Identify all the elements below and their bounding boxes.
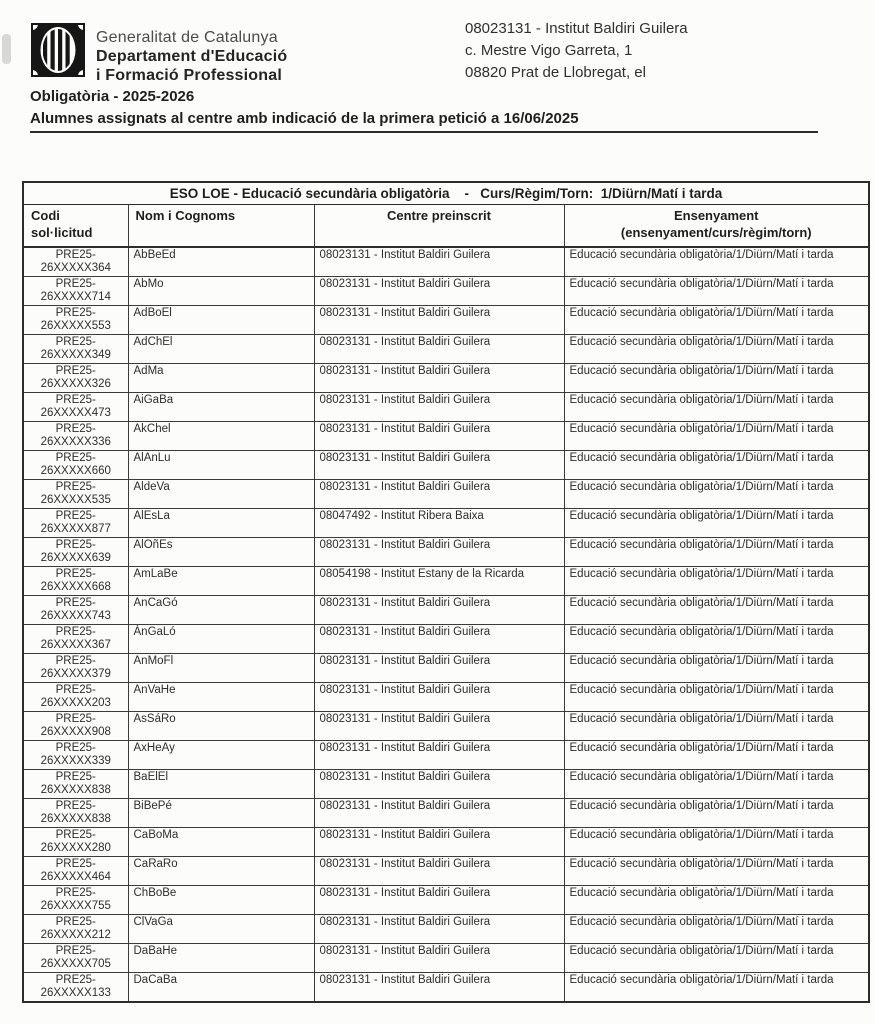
table-row	[23, 480, 869, 509]
cell-nom-i-cognoms: AxHeAy	[128, 741, 314, 770]
assignments-table	[22, 181, 870, 1003]
cell-codi-sollicitud: PRE25- 26XXXXX755	[23, 886, 128, 915]
table-row	[23, 277, 869, 306]
cell-centre-preinscrit: 08023131 - Institut Baldiri Guilera	[314, 944, 564, 973]
cell-ensenyament: Educació secundària obligatòria/1/Diürn/Matí i tarda	[564, 857, 869, 886]
cell-codi-sollicitud: PRE25- 26XXXXX379	[23, 654, 128, 683]
cell-codi-sollicitud: PRE25- 26XXXXX838	[23, 770, 128, 799]
cell-centre-preinscrit: 08054198 - Institut Estany de la Ricarda	[314, 567, 564, 596]
table-row	[23, 625, 869, 654]
cell-nom-i-cognoms: AnVaHe	[128, 683, 314, 712]
cell-nom-i-cognoms: BiBePé	[128, 799, 314, 828]
cell-ensenyament: Educació secundària obligatòria/1/Diürn/Matí i tarda	[564, 538, 869, 567]
center-street: c. Mestre Vigo Garreta, 1	[465, 42, 633, 59]
table-row	[23, 886, 869, 915]
org-department-line1: Departament d'Educació	[96, 48, 288, 65]
cell-nom-i-cognoms: ClVaGa	[128, 915, 314, 944]
cell-nom-i-cognoms: DaBaHe	[128, 944, 314, 973]
table-row	[23, 393, 869, 422]
cell-codi-sollicitud: PRE25- 26XXXXX535	[23, 480, 128, 509]
cell-ensenyament: Educació secundària obligatòria/1/Diürn/Matí i tarda	[564, 625, 869, 654]
column-header-centre-preinscrit: Centre preinscrit	[314, 205, 564, 248]
cell-nom-i-cognoms: AnMoFl	[128, 654, 314, 683]
cell-codi-sollicitud: PRE25- 26XXXXX464	[23, 857, 128, 886]
cell-ensenyament: Educació secundària obligatòria/1/Diürn/Matí i tarda	[564, 451, 869, 480]
cell-ensenyament: Educació secundària obligatòria/1/Diürn/Matí i tarda	[564, 509, 869, 538]
cell-codi-sollicitud: PRE25- 26XXXXX473	[23, 393, 128, 422]
column-header-nom-i-cognoms: Nom i Cognoms	[128, 205, 314, 248]
center-city: 08820 Prat de Llobregat, el	[465, 64, 646, 81]
document-title: Obligatòria - 2025-2026	[30, 88, 195, 105]
logo-block	[30, 22, 287, 85]
cell-centre-preinscrit: 08023131 - Institut Baldiri Guilera	[314, 247, 564, 277]
table-row	[23, 422, 869, 451]
cell-ensenyament: Educació secundària obligatòria/1/Diürn/Matí i tarda	[564, 567, 869, 596]
cell-ensenyament: Educació secundària obligatòria/1/Diürn/Matí i tarda	[564, 799, 869, 828]
cell-nom-i-cognoms: AsSáRo	[128, 712, 314, 741]
cell-centre-preinscrit: 08023131 - Institut Baldiri Guilera	[314, 915, 564, 944]
cell-ensenyament: Educació secundària obligatòria/1/Diürn/Matí i tarda	[564, 364, 869, 393]
cell-nom-i-cognoms: BaElEl	[128, 770, 314, 799]
cell-nom-i-cognoms: AmLaBe	[128, 567, 314, 596]
assignments-table-body	[23, 247, 869, 1002]
table-row	[23, 567, 869, 596]
cell-centre-preinscrit: 08023131 - Institut Baldiri Guilera	[314, 654, 564, 683]
center-address-block	[465, 18, 688, 84]
cell-codi-sollicitud: PRE25- 26XXXXX280	[23, 828, 128, 857]
column-header-ensenyament: Ensenyament (ensenyament/curs/règim/torn)	[564, 205, 869, 248]
cell-codi-sollicitud: PRE25- 26XXXXX877	[23, 509, 128, 538]
cell-nom-i-cognoms: ÀnGaLó	[128, 625, 314, 654]
cell-centre-preinscrit: 08023131 - Institut Baldiri Guilera	[314, 799, 564, 828]
title-block	[30, 88, 818, 133]
cell-ensenyament: Educació secundària obligatòria/1/Diürn/Matí i tarda	[564, 422, 869, 451]
cell-centre-preinscrit: 08023131 - Institut Baldiri Guilera	[314, 741, 564, 770]
cell-codi-sollicitud: PRE25- 26XXXXX367	[23, 625, 128, 654]
cell-ensenyament: Educació secundària obligatòria/1/Diürn/Matí i tarda	[564, 944, 869, 973]
cell-ensenyament: Educació secundària obligatòria/1/Diürn/Matí i tarda	[564, 683, 869, 712]
cell-codi-sollicitud: PRE25- 26XXXXX203	[23, 683, 128, 712]
generalitat-logo-icon	[30, 22, 86, 78]
cell-centre-preinscrit: 08023131 - Institut Baldiri Guilera	[314, 422, 564, 451]
table-column-header-row	[23, 205, 869, 248]
cell-centre-preinscrit: 08023131 - Institut Baldiri Guilera	[314, 538, 564, 567]
cell-ensenyament: Educació secundària obligatòria/1/Diürn/Matí i tarda	[564, 712, 869, 741]
cell-centre-preinscrit: 08047492 - Institut Ribera Baixa	[314, 509, 564, 538]
table-row	[23, 683, 869, 712]
cell-centre-preinscrit: 08023131 - Institut Baldiri Guilera	[314, 625, 564, 654]
cell-ensenyament: Educació secundària obligatòria/1/Diürn/Matí i tarda	[564, 247, 869, 277]
cell-centre-preinscrit: 08023131 - Institut Baldiri Guilera	[314, 364, 564, 393]
cell-nom-i-cognoms: AdChEl	[128, 335, 314, 364]
cell-nom-i-cognoms: AlEsLa	[128, 509, 314, 538]
cell-codi-sollicitud: PRE25- 26XXXXX660	[23, 451, 128, 480]
table-row	[23, 799, 869, 828]
cell-ensenyament: Educació secundària obligatòria/1/Diürn/Matí i tarda	[564, 596, 869, 625]
table-section-header-row	[23, 182, 869, 205]
cell-ensenyament: Educació secundària obligatòria/1/Diürn/Matí i tarda	[564, 828, 869, 857]
cell-codi-sollicitud: PRE25- 26XXXXX339	[23, 741, 128, 770]
cell-codi-sollicitud: PRE25- 26XXXXX639	[23, 538, 128, 567]
cell-centre-preinscrit: 08023131 - Institut Baldiri Guilera	[314, 393, 564, 422]
table-row	[23, 306, 869, 335]
cell-ensenyament: Educació secundària obligatòria/1/Diürn/Matí i tarda	[564, 393, 869, 422]
table-row	[23, 364, 869, 393]
document-subtitle: Alumnes assignats al centre amb indicació de la primera petició a 16/06/2025	[30, 110, 818, 133]
cell-centre-preinscrit: 08023131 - Institut Baldiri Guilera	[314, 828, 564, 857]
cell-ensenyament: Educació secundària obligatòria/1/Diürn/Matí i tarda	[564, 886, 869, 915]
cell-centre-preinscrit: 08023131 - Institut Baldiri Guilera	[314, 306, 564, 335]
cell-centre-preinscrit: 08023131 - Institut Baldiri Guilera	[314, 335, 564, 364]
cell-ensenyament: Educació secundària obligatòria/1/Diürn/Matí i tarda	[564, 335, 869, 364]
cell-codi-sollicitud: PRE25- 26XXXXX553	[23, 306, 128, 335]
table-row	[23, 538, 869, 567]
cell-ensenyament: Educació secundària obligatòria/1/Diürn/Matí i tarda	[564, 915, 869, 944]
table-row	[23, 509, 869, 538]
cell-codi-sollicitud: PRE25- 26XXXXX838	[23, 799, 128, 828]
cell-centre-preinscrit: 08023131 - Institut Baldiri Guilera	[314, 277, 564, 306]
org-department-line2: i Formació Professional	[96, 67, 282, 84]
cell-ensenyament: Educació secundària obligatòria/1/Diürn/Matí i tarda	[564, 654, 869, 683]
cell-codi-sollicitud: PRE25- 26XXXXX668	[23, 567, 128, 596]
center-code-and-name: 08023131 - Institut Baldiri Guilera	[465, 20, 688, 37]
cell-nom-i-cognoms: CaBoMa	[128, 828, 314, 857]
cell-centre-preinscrit: 08023131 - Institut Baldiri Guilera	[314, 712, 564, 741]
org-name: Generalitat de Catalunya	[96, 29, 278, 46]
cell-nom-i-cognoms: AbBeEd	[128, 247, 314, 277]
cell-centre-preinscrit: 08023131 - Institut Baldiri Guilera	[314, 480, 564, 509]
cell-codi-sollicitud: PRE25- 26XXXXX705	[23, 944, 128, 973]
cell-nom-i-cognoms: AnCaGó	[128, 596, 314, 625]
org-name-block	[96, 22, 287, 85]
cell-nom-i-cognoms: AdMa	[128, 364, 314, 393]
table-section-header: ESO LOE - Educació secundària obligatòria - Curs/Règim/Torn: 1/Diürn/Matí i tarda	[23, 182, 869, 205]
cell-nom-i-cognoms: ChBoBe	[128, 886, 314, 915]
column-header-codi-sollicitud: Codi sol·licitud	[23, 205, 128, 248]
cell-centre-preinscrit: 08023131 - Institut Baldiri Guilera	[314, 857, 564, 886]
cell-centre-preinscrit: 08023131 - Institut Baldiri Guilera	[314, 596, 564, 625]
cell-centre-preinscrit: 08023131 - Institut Baldiri Guilera	[314, 683, 564, 712]
cell-codi-sollicitud: PRE25- 26XXXXX349	[23, 335, 128, 364]
cell-centre-preinscrit: 08023131 - Institut Baldiri Guilera	[314, 886, 564, 915]
cell-nom-i-cognoms: CaRaRo	[128, 857, 314, 886]
cell-ensenyament: Educació secundària obligatòria/1/Diürn/Matí i tarda	[564, 306, 869, 335]
table-row	[23, 915, 869, 944]
cell-codi-sollicitud: PRE25- 26XXXXX364	[23, 247, 128, 277]
table-row	[23, 596, 869, 625]
cell-nom-i-cognoms: AdBoEl	[128, 306, 314, 335]
table-row	[23, 770, 869, 799]
cell-nom-i-cognoms: DaCaBa	[128, 973, 314, 1003]
scan-artifact	[2, 34, 11, 64]
cell-codi-sollicitud: PRE25- 26XXXXX336	[23, 422, 128, 451]
cell-codi-sollicitud: PRE25- 26XXXXX908	[23, 712, 128, 741]
table-row	[23, 828, 869, 857]
cell-nom-i-cognoms: AlAnLu	[128, 451, 314, 480]
table-row	[23, 944, 869, 973]
cell-centre-preinscrit: 08023131 - Institut Baldiri Guilera	[314, 451, 564, 480]
cell-codi-sollicitud: PRE25- 26XXXXX714	[23, 277, 128, 306]
cell-codi-sollicitud: PRE25- 26XXXXX326	[23, 364, 128, 393]
cell-ensenyament: Educació secundària obligatòria/1/Diürn/Matí i tarda	[564, 741, 869, 770]
table-row	[23, 712, 869, 741]
cell-nom-i-cognoms: AldeVa	[128, 480, 314, 509]
table-row	[23, 335, 869, 364]
cell-nom-i-cognoms: AbMo	[128, 277, 314, 306]
table-row	[23, 247, 869, 277]
cell-ensenyament: Educació secundària obligatòria/1/Diürn/Matí i tarda	[564, 770, 869, 799]
cell-codi-sollicitud: PRE25- 26XXXXX212	[23, 915, 128, 944]
cell-ensenyament: Educació secundària obligatòria/1/Diürn/Matí i tarda	[564, 973, 869, 1003]
cell-nom-i-cognoms: AlOñEs	[128, 538, 314, 567]
cell-centre-preinscrit: 08023131 - Institut Baldiri Guilera	[314, 973, 564, 1003]
table-row	[23, 973, 869, 1003]
cell-ensenyament: Educació secundària obligatòria/1/Diürn/Matí i tarda	[564, 480, 869, 509]
table-row	[23, 741, 869, 770]
table-row	[23, 857, 869, 886]
cell-nom-i-cognoms: AiGaBa	[128, 393, 314, 422]
cell-codi-sollicitud: PRE25- 26XXXXX133	[23, 973, 128, 1003]
cell-centre-preinscrit: 08023131 - Institut Baldiri Guilera	[314, 770, 564, 799]
table-row	[23, 451, 869, 480]
cell-codi-sollicitud: PRE25- 26XXXXX743	[23, 596, 128, 625]
cell-ensenyament: Educació secundària obligatòria/1/Diürn/Matí i tarda	[564, 277, 869, 306]
cell-nom-i-cognoms: AkChel	[128, 422, 314, 451]
table-row	[23, 654, 869, 683]
